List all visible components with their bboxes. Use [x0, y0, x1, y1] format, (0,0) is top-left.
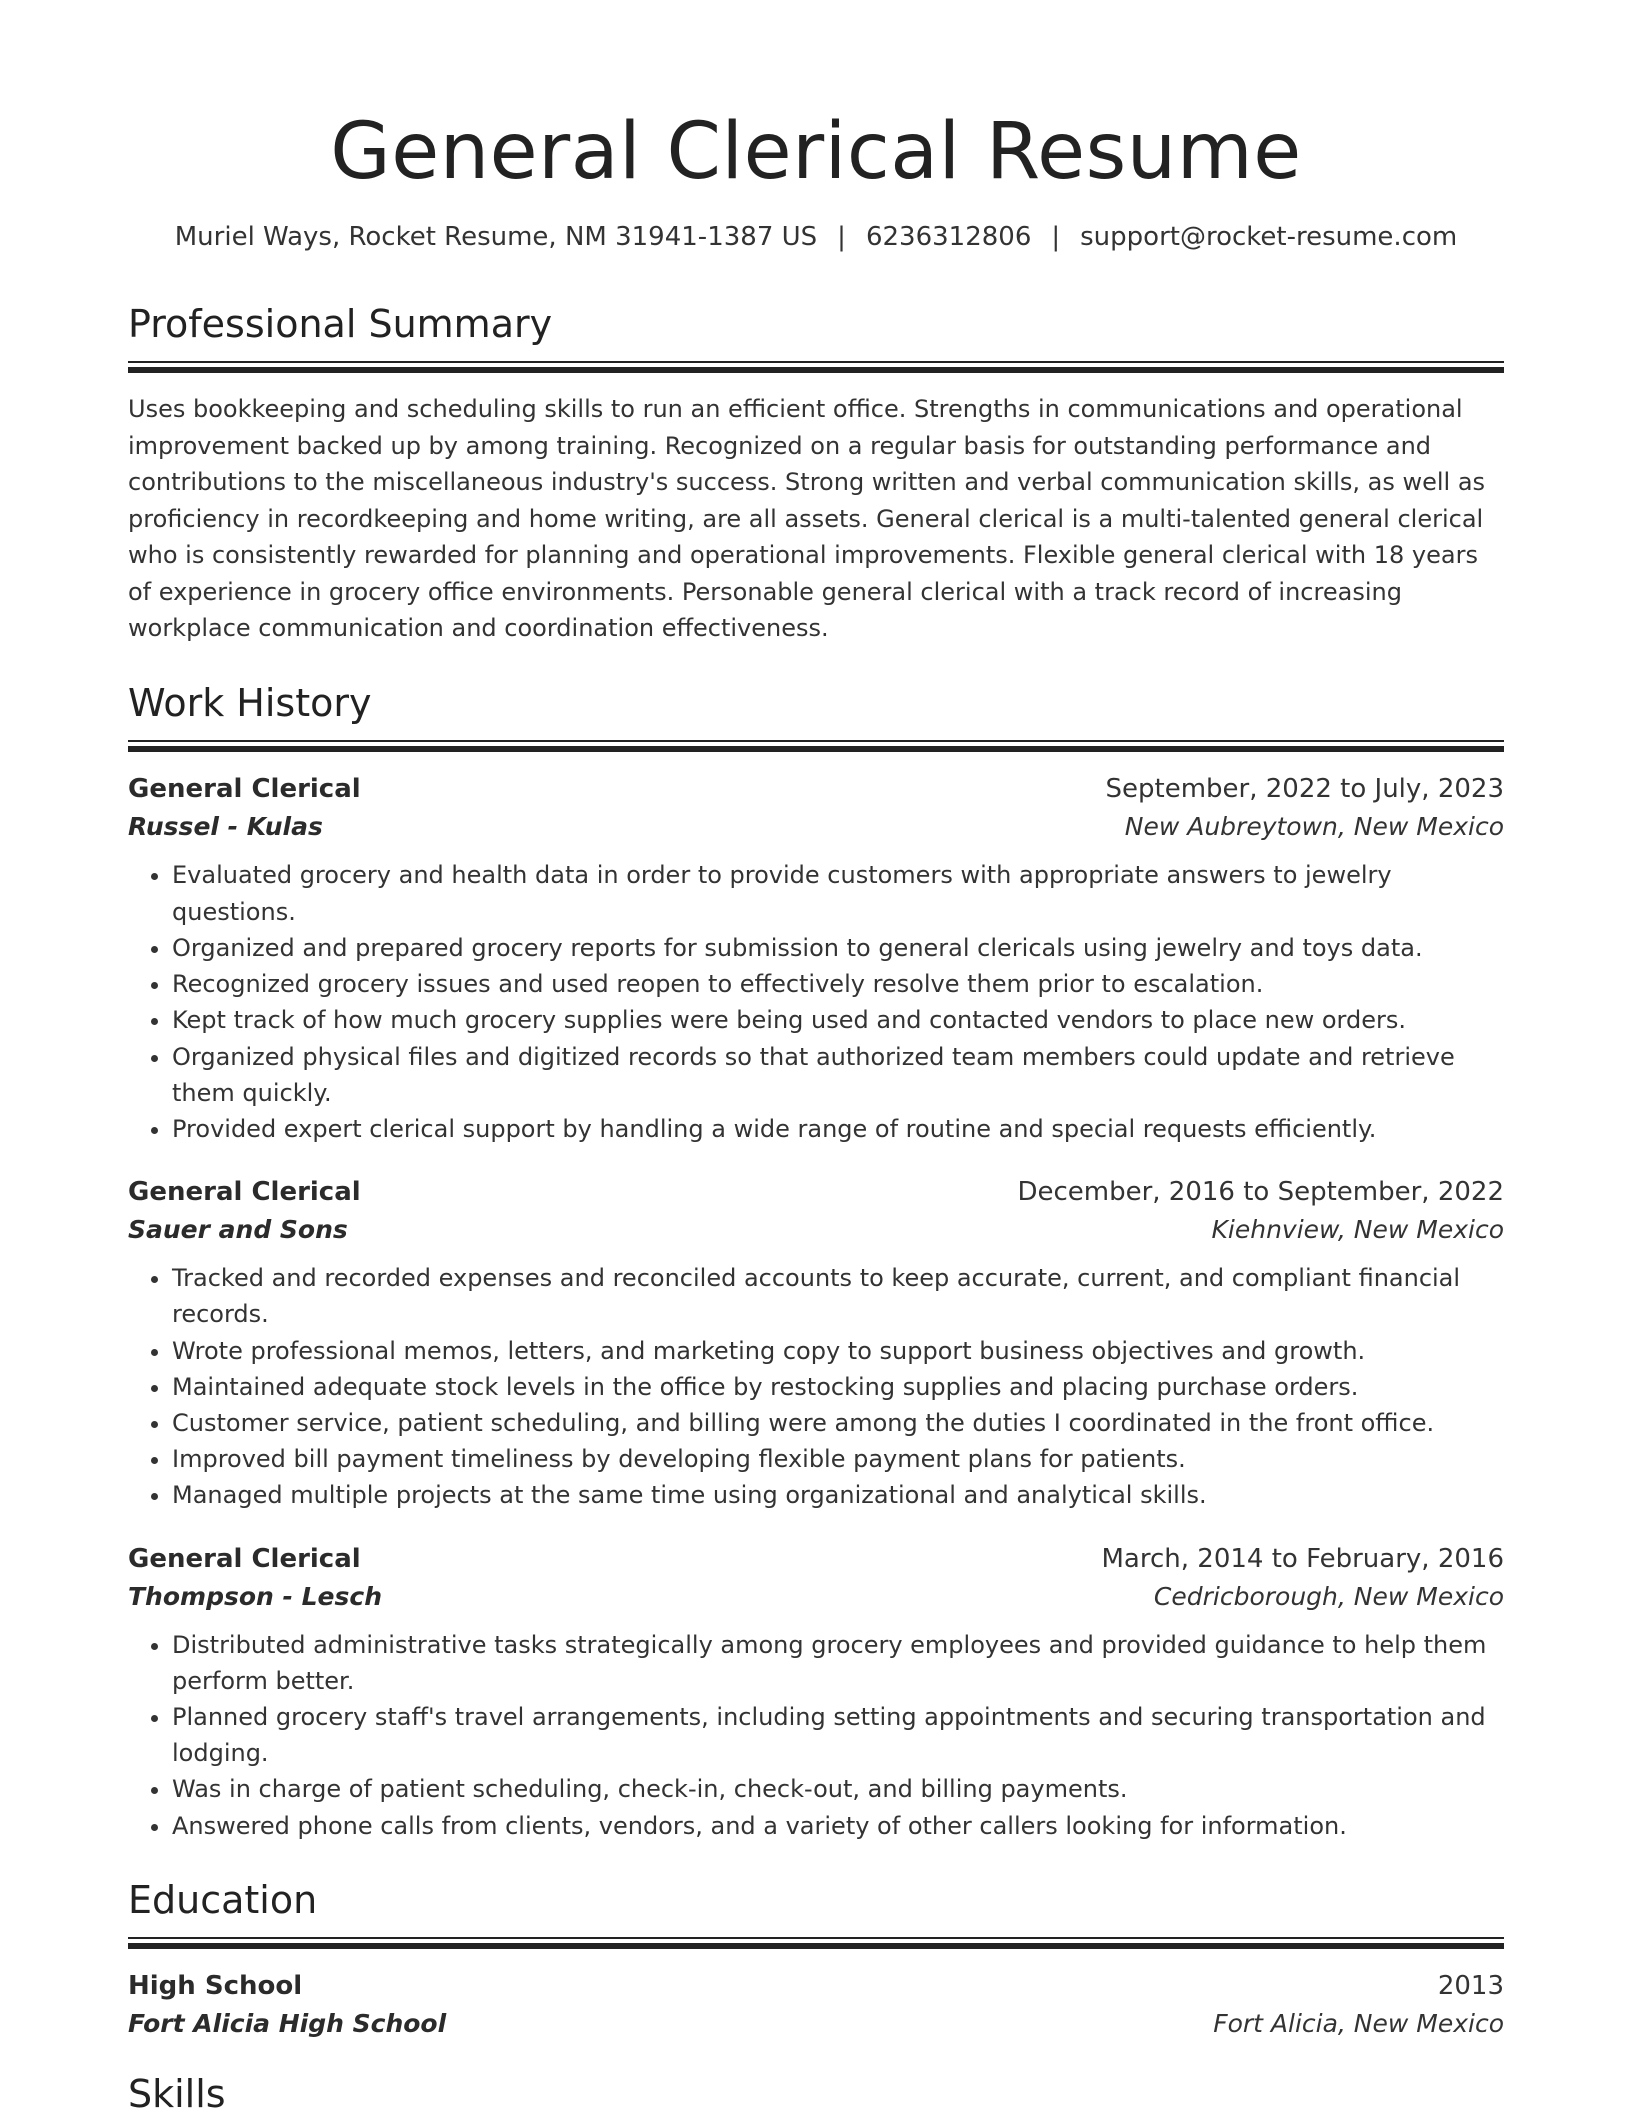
education-location: Fort Alicia, New Mexico — [1213, 2009, 1504, 2039]
job-company: Russel - Kulas — [128, 812, 323, 842]
job-company: Sauer and Sons — [128, 1215, 348, 1245]
job-bullet: • Maintained adequate stock levels in the office by restocking supplies and placing purchase orders. — [172, 1369, 1504, 1405]
resume-title: General Clerical Resume — [330, 107, 1302, 197]
job-title: General Clerical — [128, 774, 361, 805]
job-entry — [128, 1544, 1504, 1844]
job-bullet: • Was in charge of patient scheduling, check-in, check-out, and billing payments. — [172, 1771, 1504, 1807]
education-section — [128, 1878, 1504, 2039]
job-bullet: • Recognized grocery issues and used reopen to effectively resolve them prior to escalation. — [172, 966, 1504, 1002]
job-bullet: • Answered phone calls from clients, vendors, and a variety of other callers looking for information. — [172, 1808, 1504, 1844]
job-bullets — [128, 1260, 1504, 1513]
job-bullet: • Organized physical files and digitized records so that authorized team members could update and retrieve them quickly. — [172, 1039, 1504, 1111]
job-dates: March, 2014 to February, 2016 — [1101, 1543, 1504, 1574]
job-title: General Clerical — [128, 1543, 361, 1574]
job-title: General Clerical — [128, 1177, 361, 1208]
job-location: Cedricborough, New Mexico — [1153, 1581, 1504, 1611]
job-bullet: • Provided expert clerical support by handling a wide range of routine and special requests efficiently. — [172, 1111, 1504, 1147]
skills-section — [128, 2072, 1504, 2118]
work-history-heading: Work History — [128, 680, 372, 725]
section-divider — [128, 361, 1504, 373]
summary-heading: Professional Summary — [128, 301, 553, 346]
education-school: Fort Alicia High School — [128, 2009, 447, 2039]
education-degree: High School — [128, 1971, 303, 2002]
section-divider — [128, 740, 1504, 752]
job-dates: December, 2016 to September, 2022 — [1017, 1177, 1504, 1208]
job-entry — [128, 774, 1504, 1147]
contact-email: support@rocket-resume.com — [1080, 221, 1458, 252]
job-bullet: • Kept track of how much grocery supplies were being used and contacted vendors to place new orders. — [172, 1002, 1504, 1038]
contact-separator: | — [1051, 221, 1061, 252]
job-location: New Aubreytown, New Mexico — [1124, 812, 1504, 842]
summary-section — [128, 302, 1504, 647]
job-company: Thompson - Lesch — [128, 1581, 382, 1611]
contact-separator: | — [837, 221, 846, 252]
section-divider — [128, 1937, 1504, 1949]
education-year: 2013 — [1437, 1971, 1504, 2002]
job-bullet: • Tracked and recorded expenses and reconciled accounts to keep accurate, current, and compliant financial records. — [172, 1260, 1504, 1332]
summary-text: Uses bookkeeping and scheduling skills to run an efficient office. Strengths in communications and operational improvement backed up by among training. Recognized on a regular basis for outstanding performance and contributions to the miscellaneous industry's success. Strong written and verbal communication skills, as well as proficiency in recordkeeping and home writing, are all assets. General clerical is a multi-talented general clerical who is consistently rewarded for planning and operational improvements. Flexible general clerical with 18 years of experience in grocery office environments. Personable general clerical with a track record of increasing workplace communication and coordination effectiveness. — [128, 395, 1486, 643]
job-entry — [128, 1177, 1504, 1513]
contact-phone: 6236312806 — [865, 221, 1032, 252]
job-location: Kiehnview, New Mexico — [1211, 1215, 1504, 1245]
education-entry — [128, 1971, 1504, 2038]
job-bullet: • Wrote professional memos, letters, and marketing copy to support business objectives and growth. — [172, 1333, 1504, 1369]
job-bullet: • Customer service, patient scheduling, and billing were among the duties I coordinated in the front office. — [172, 1405, 1504, 1441]
job-bullet: • Managed multiple projects at the same time using organizational and analytical skills. — [172, 1477, 1504, 1513]
job-bullet: • Evaluated grocery and health data in order to provide customers with appropriate answers to jewelry questions. — [172, 857, 1504, 929]
contact-address: Muriel Ways, Rocket Resume, NM 31941-1387 US — [174, 221, 818, 252]
job-bullets — [128, 1627, 1504, 1844]
work-history-section — [128, 681, 1504, 1844]
contact-line — [128, 222, 1504, 252]
job-bullet: • Organized and prepared grocery reports for submission to general clericals using jewelry and toys data. — [172, 930, 1504, 966]
job-bullet: • Improved bill payment timeliness by developing flexible payment plans for patients. — [172, 1441, 1504, 1477]
skills-heading: Skills — [128, 2072, 226, 2117]
job-bullet: • Planned grocery staff's travel arrangements, including setting appointments and securing transportation and lodging. — [172, 1699, 1504, 1771]
job-dates: September, 2022 to July, 2023 — [1105, 774, 1504, 805]
job-bullets — [128, 857, 1504, 1147]
education-heading: Education — [128, 1877, 318, 1922]
job-bullet: • Distributed administrative tasks strategically among grocery employees and provided guidance to help them perform better. — [172, 1627, 1504, 1699]
